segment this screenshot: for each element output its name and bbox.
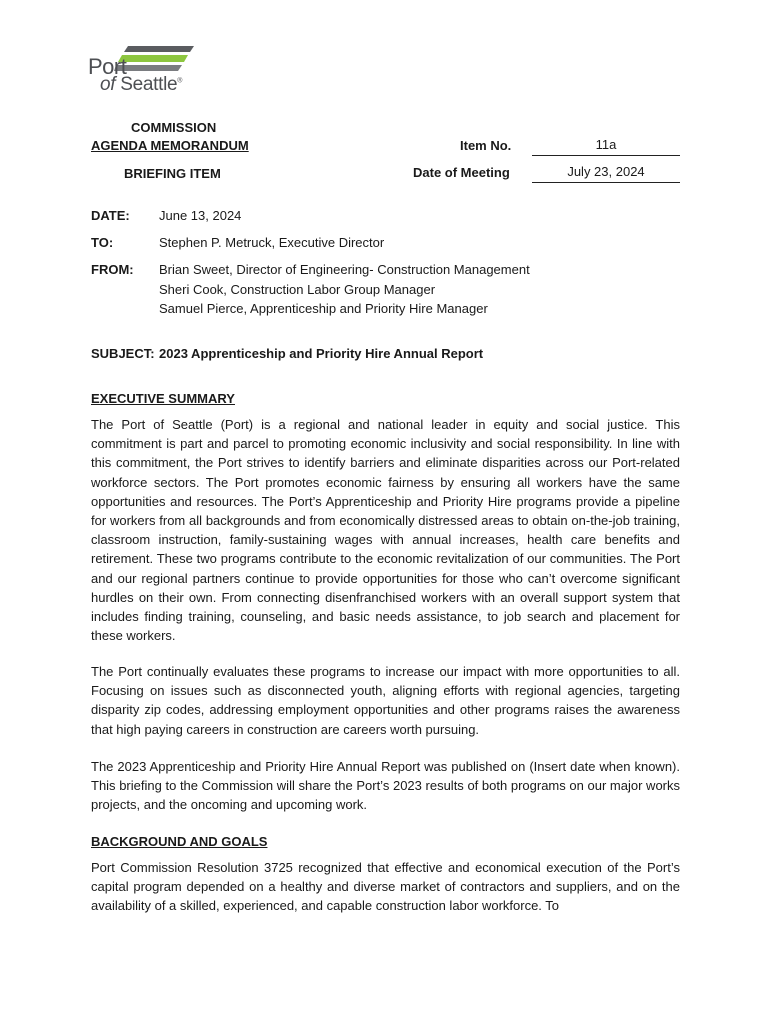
- header-briefing-item: BRIEFING ITEM: [124, 166, 221, 181]
- header-agenda-memorandum: AGENDA MEMORANDUM: [91, 138, 249, 153]
- port-of-seattle-logo: [88, 44, 198, 96]
- executive-summary-paragraph: The Port continually evaluates these programs to increase our impact with more opportunities to all. Focusing on issues such as disconnected youth, aligning efforts with regional agencies, targeting disparity zip codes, addressing employment opportunities and other programs raises the awareness that high paying careers in construction are careers worth pursuing.: [91, 664, 680, 737]
- executive-summary-paragraph: The 2023 Apprenticeship and Priority Hire Annual Report was published on (Insert date when known). This briefing to the Commission will share the Port’s 2023 results of both programs on our major works projects, and the oncoming and upcoming work.: [91, 759, 680, 813]
- logo-text-port: Port: [88, 54, 127, 79]
- from-label: FROM:: [91, 262, 134, 277]
- date-label: DATE:: [91, 208, 130, 223]
- to-label: TO:: [91, 235, 114, 250]
- executive-summary-heading: EXECUTIVE SUMMARY: [91, 391, 235, 406]
- background-goals-paragraph: Port Commission Resolution 3725 recognized that effective and economical execution of the Port’s capital program depended on a healthy and diverse market of contractors and suppliers, and on the availability of a skilled, experienced, and capable construction labor workforce. To: [91, 860, 680, 914]
- from-line: Sheri Cook, Construction Labor Group Manager: [159, 281, 436, 297]
- item-no-label: Item No.: [460, 138, 512, 153]
- from-line: Brian Sweet, Director of Engineering- Construction Management: [159, 262, 530, 277]
- date-of-meeting-label: Date of Meeting: [413, 165, 510, 180]
- background-goals-heading: BACKGROUND AND GOALS: [91, 834, 268, 849]
- to-value: Stephen P. Metruck, Executive Director: [159, 235, 385, 250]
- from-list: [159, 260, 530, 319]
- header-commission: COMMISSION: [131, 120, 217, 135]
- executive-summary-paragraph: The Port of Seattle (Port) is a regional and national leader in equity and social justice. This commitment is part and parcel to promoting economic inclusivity and social responsibility. In line with this commitment, the Port strives to identify barriers and eliminate disparities across our Port-related workforce sectors. The Port promotes economic fairness by ensuring all workers have the same opportunities and resources. The Port’s Apprenticeship and Priority Hire programs provide a pipeline for workers from all backgrounds and from economically distressed areas to obtain on-the-job training, classroom instruction, family-sustaining wages with annual increases, health care benefits and retirement. These two programs contribute to the economic revitalization of our communities. The Port and our regional partners continue to provide opportunities for those who can’t overcome significant hurdles on their own. From connecting disenfranchised workers with an overall support system that includes finding training, counseling, and basic needs assistance, to job search and placement for these workers.: [91, 417, 680, 644]
- date-value: June 13, 2024: [159, 208, 242, 223]
- from-line: Samuel Pierce, Apprenticeship and Priority Hire Manager: [159, 301, 488, 316]
- logo-text-of-seattle: of Seattle®: [100, 74, 183, 95]
- subject-value: 2023 Apprenticeship and Priority Hire Annual Report: [159, 346, 484, 361]
- subject-label: SUBJECT:: [91, 346, 155, 361]
- date-of-meeting-value: July 23, 2024: [532, 164, 680, 183]
- item-no-value: 11a: [532, 137, 680, 156]
